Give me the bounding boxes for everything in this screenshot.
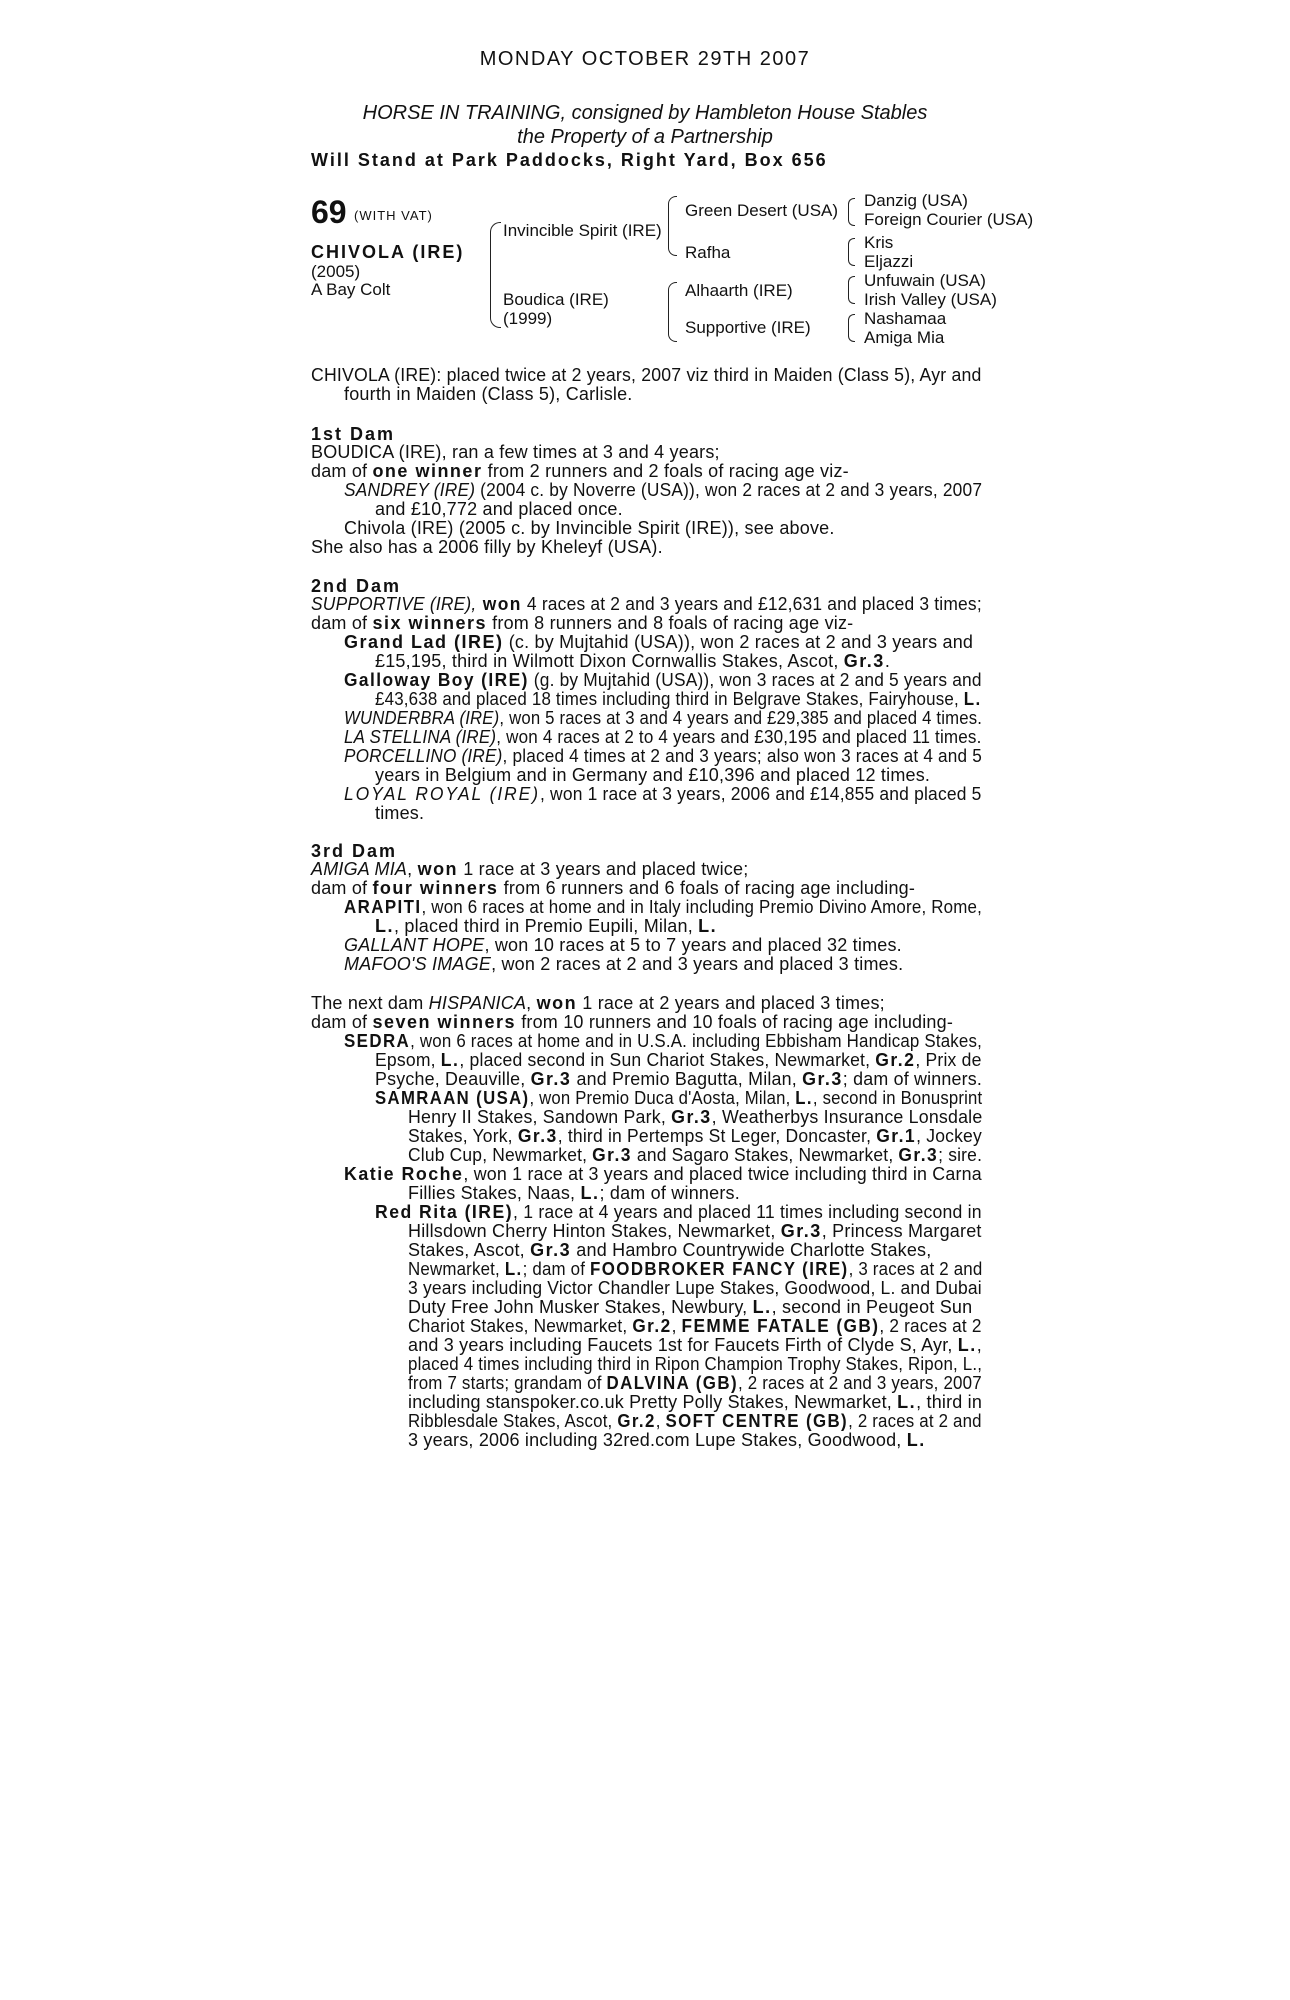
pedigree-brace-gg4 (848, 314, 855, 342)
next-dam-line: placed 4 times including third in Ripon Champion Trophy Stakes, Ripon, L., (408, 1354, 983, 1374)
next-dam-line: Fillies Stakes, Naas, L.; dam of winners. (408, 1183, 740, 1203)
pedigree-brace-gg3 (848, 276, 855, 304)
next-dam-line: Red Rita (IRE), 1 race at 4 years and placed 11 times including second in (375, 1202, 982, 1222)
third-dam-line: ARAPITI, won 6 races at home and in Italy including Premio Divino Amore, Rome, (344, 897, 982, 917)
next-dam-line: from 7 starts; grandam of DALVINA (GB), 2 races at 2 and 3 years, 2007 (408, 1373, 982, 1393)
second-dam-line: £15,195, third in Wilmott Dixon Cornwallis Stakes, Ascot, Gr.3. (375, 651, 891, 671)
sale-date: MONDAY OCTOBER 29TH 2007 (479, 48, 811, 70)
second-dam-heading: 2nd Dam (311, 576, 402, 596)
pedigree-brace-gg1 (848, 198, 855, 226)
pedigree-gg: Amiga Mia (864, 328, 945, 347)
next-dam-line: SEDRA, won 6 races at home and in U.S.A. including Ebbisham Handicap Stakes, (344, 1031, 983, 1051)
pedigree-dam: Boudica (IRE) (503, 290, 609, 309)
third-dam-line: GALLANT HOPE, won 10 races at 5 to 7 years and placed 32 times. (344, 935, 902, 955)
summary-line: CHIVOLA (IRE): placed twice at 2 years, 2007 viz third in Maiden (Class 5), Ayr and (311, 365, 982, 385)
pedigree-sire-sire: Green Desert (USA) (685, 201, 839, 220)
next-dam-line: Stakes, Ascot, Gr.3 and Hambro Countrywide Charlotte Stakes, (408, 1240, 932, 1260)
third-dam-heading: 3rd Dam (311, 841, 398, 861)
consignor-line: HORSE IN TRAINING, consigned by Hambleton House Stables (362, 102, 928, 124)
next-dam-line: including stanspoker.co.uk Pretty Polly Stakes, Newmarket, L., third in (408, 1392, 983, 1412)
next-dam-line: SAMRAAN (USA), won Premio Duca d'Aosta, Milan, L., second in Bonusprint (375, 1088, 983, 1108)
pedigree-sire: Invincible Spirit (IRE) (503, 221, 662, 240)
second-dam-line: PORCELLINO (IRE), placed 4 times at 2 and 3 years; also won 3 races at 4 and 5 (344, 746, 982, 766)
second-dam-line: times. (375, 803, 425, 823)
next-dam-line: Ribblesdale Stakes, Ascot, Gr.2, SOFT CENTRE (GB), 2 races at 2 and (408, 1411, 982, 1431)
pedigree-gg: Danzig (USA) (864, 191, 968, 210)
pedigree-gg: Nashamaa (864, 309, 947, 328)
horse-name: CHIVOLA (IRE) (311, 242, 465, 262)
next-dam-line: Psyche, Deauville, Gr.3 and Premio Bagutta, Milan, Gr.3; dam of winners. (375, 1069, 983, 1089)
second-dam-line: Grand Lad (IRE) (c. by Mujtahid (USA)), won 2 races at 2 and 3 years and (344, 632, 974, 652)
pedigree-gg: Irish Valley (USA) (864, 290, 997, 309)
pedigree-brace-gg2 (848, 238, 855, 266)
next-dam-line: Duty Free John Musker Stakes, Newbury, L., second in Peugeot Sun (408, 1297, 973, 1317)
pedigree-sire-dam: Rafha (685, 243, 731, 262)
second-dam-line: £43,638 and placed 18 times including third in Belgrave Stakes, Fairyhouse, L. (375, 689, 982, 709)
second-dam-line: dam of six winners from 8 runners and 8 foals of racing age viz- (311, 613, 854, 633)
first-dam-heading: 1st Dam (311, 424, 396, 444)
next-dam-line: Epsom, L., placed second in Sun Chariot Stakes, Newmarket, Gr.2, Prix de (375, 1050, 982, 1070)
first-dam-line: dam of one winner from 2 runners and 2 foals of racing age viz- (311, 461, 849, 481)
horse-description: A Bay Colt (311, 280, 391, 299)
third-dam-line: dam of four winners from 6 runners and 6 foals of racing age including- (311, 878, 916, 898)
summary-line: fourth in Maiden (Class 5), Carlisle. (344, 384, 633, 404)
stall-location: Will Stand at Park Paddocks, Right Yard, Box 656 (311, 150, 828, 170)
pedigree-gg: Kris (864, 233, 894, 252)
next-dam-line: Hillsdown Cherry Hinton Stakes, Newmarket, Gr.3, Princess Margaret (408, 1221, 982, 1241)
next-dam-line: Henry II Stakes, Sandown Park, Gr.3, Weatherbys Insurance Lonsdale (408, 1107, 983, 1127)
second-dam-line: WUNDERBRA (IRE), won 5 races at 3 and 4 years and £29,385 and placed 4 times. (344, 708, 983, 728)
next-dam-line: 3 years including Victor Chandler Lupe Stakes, Goodwood, L. and Dubai (408, 1278, 982, 1298)
first-dam-line: and £10,772 and placed once. (375, 499, 623, 519)
first-dam-line: Chivola (IRE) (2005 c. by Invincible Spirit (IRE)), see above. (344, 518, 835, 538)
second-dam-line: LA STELLINA (IRE), won 4 races at 2 to 4 years and £30,195 and placed 11 times. (344, 727, 982, 747)
property-line: the Property of a Partnership (517, 126, 773, 148)
next-dam-line: Katie Roche, won 1 race at 3 years and placed twice including third in Carna (344, 1164, 982, 1184)
third-dam-line: MAFOO'S IMAGE, won 2 races at 2 and 3 years and placed 3 times. (344, 954, 904, 974)
pedigree-gg: Unfuwain (USA) (864, 271, 986, 290)
first-dam-line: SANDREY (IRE) (2004 c. by Noverre (USA)), won 2 races at 2 and 3 years, 2007 (344, 480, 983, 500)
third-dam-line: L., placed third in Premio Eupili, Milan, L. (375, 916, 718, 936)
next-dam-line: Stakes, York, Gr.3, third in Pertemps St Leger, Doncaster, Gr.1, Jockey (408, 1126, 982, 1146)
next-dam-line: Club Cup, Newmarket, Gr.3 and Sagaro Stakes, Newmarket, Gr.3; sire. (408, 1145, 983, 1165)
next-dam-line: 3 years, 2006 including 32red.com Lupe Stakes, Goodwood, L. (408, 1430, 926, 1450)
pedigree-gg: Eljazzi (864, 252, 914, 271)
second-dam-line: SUPPORTIVE (IRE), won 4 races at 2 and 3 years and £12,631 and placed 3 times; (311, 594, 982, 614)
foaling-year: (2005) (311, 262, 361, 281)
vat-note: (WITH VAT) (354, 208, 433, 223)
first-dam-line: She also has a 2006 filly by Kheleyf (USA). (311, 537, 663, 557)
second-dam-line: years in Belgium and in Germany and £10,396 and placed 12 times. (375, 765, 931, 785)
pedigree-brace-sire (668, 196, 677, 256)
next-dam-line: Chariot Stakes, Newmarket, Gr.2, FEMME FATALE (GB), 2 races at 2 (408, 1316, 982, 1336)
pedigree-dam-year: (1999) (503, 309, 553, 328)
second-dam-line: Galloway Boy (IRE) (g. by Mujtahid (USA)), won 3 races at 2 and 5 years and (344, 670, 982, 690)
pedigree-dam-dam: Supportive (IRE) (685, 318, 811, 337)
next-dam-line: The next dam HISPANICA, won 1 race at 2 years and placed 3 times; (311, 993, 885, 1013)
first-dam-line: BOUDICA (IRE), ran a few times at 3 and 4 years; (311, 442, 720, 462)
lot-number: 69 (311, 194, 347, 230)
next-dam-line: Newmarket, L.; dam of FOODBROKER FANCY (IRE), 3 races at 2 and (408, 1259, 983, 1279)
pedigree-brace-main (490, 222, 501, 328)
pedigree-gg: Foreign Courier (USA) (864, 210, 1034, 229)
next-dam-line: and 3 years including Faucets 1st for Faucets Firth of Clyde S, Ayr, L., (408, 1335, 982, 1355)
pedigree-dam-sire: Alhaarth (IRE) (685, 281, 793, 300)
second-dam-line: LOYAL ROYAL (IRE), won 1 race at 3 years, 2006 and £14,855 and placed 5 (344, 784, 982, 804)
third-dam-line: AMIGA MIA, won 1 race at 3 years and placed twice; (311, 859, 749, 879)
next-dam-line: dam of seven winners from 10 runners and 10 foals of racing age including- (311, 1012, 954, 1032)
pedigree-brace-dam (668, 282, 677, 342)
